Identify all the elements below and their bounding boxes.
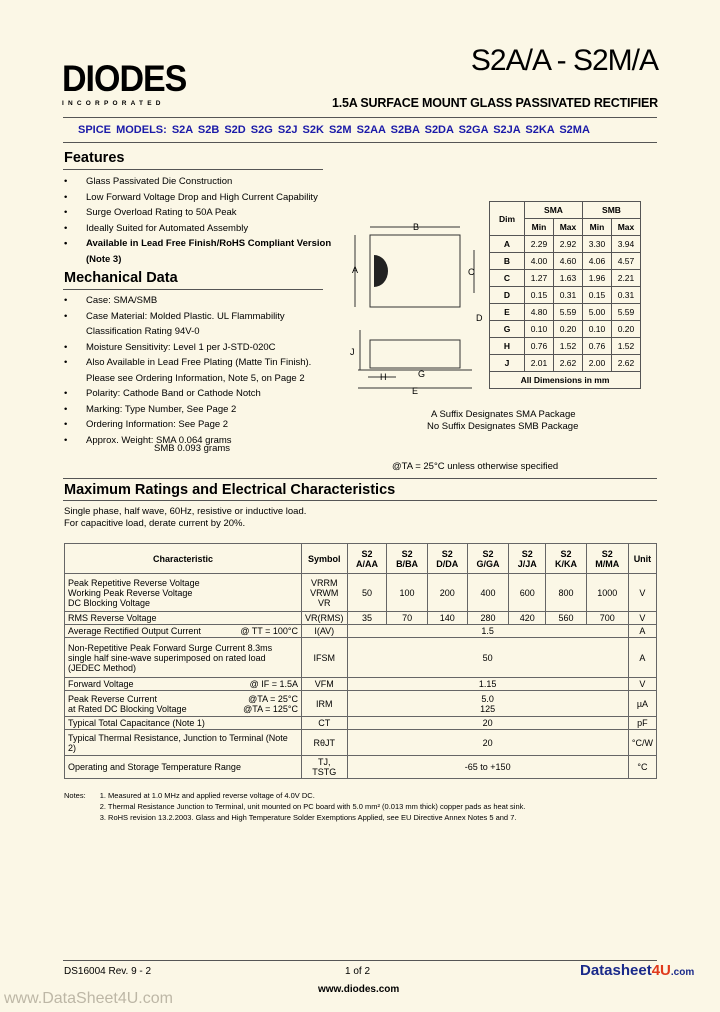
note-1: 1. Measured at 1.0 MHz and applied reverse voltage of 4.0V DC. [99, 791, 315, 800]
label-e: E [412, 386, 419, 396]
feature-item: • Surge Overload Rating to 50A Peak [64, 205, 336, 221]
table-row: Peak Repetitive Reverse Voltage Working Peak Reverse Voltage DC Blocking Voltage VRRM VRWM VR 50 100 200 400 600 800 1000 V [65, 574, 657, 612]
mechanical-item: • Marking: Type Number, See Page 2 [64, 402, 324, 418]
note-3: 3. RoHS revision 13.2.2003. Glass and High Temperature Solder Exemptions Applied, see EU Directive Annex Notes 5 and 7. [99, 813, 517, 822]
feature-item: • Available in Lead Free Finish/RoHS Compliant Version (Note 3) [64, 236, 336, 267]
feature-item: • Ideally Suited for Automated Assembly [64, 221, 336, 237]
package-body-side [370, 340, 460, 368]
footer-url[interactable]: www.diodes.com [318, 984, 400, 995]
mechanical-title: Mechanical Data [64, 270, 178, 286]
table-row: J 2.01 2.62 2.00 2.62 [490, 355, 641, 372]
label-g: G [418, 369, 426, 379]
col-s2d: S2 D/DA [427, 544, 467, 574]
label-j: J [350, 347, 355, 357]
dim-head: Dim [490, 202, 525, 236]
ratings-rule [63, 500, 657, 501]
weight-smb: SMB 0.093 grams [154, 443, 231, 454]
logo-text: DIODES [62, 58, 187, 100]
ratings-title: Maximum Ratings and Electrical Characteristics [64, 482, 396, 498]
mechanical-item: • Case Material: Molded Plastic. UL Flammability Classification Rating 94V-0 [64, 309, 324, 340]
label-h: H [380, 372, 387, 382]
watermark: www.DataSheet4U.com [4, 990, 173, 1007]
col-s2g: S2 G/GA [467, 544, 508, 574]
col-symbol: Symbol [302, 544, 348, 574]
label-a: A [352, 265, 359, 275]
subtitle: 1.5A SURFACE MOUNT GLASS PASSIVATED RECTIFIER [332, 96, 658, 110]
ratings-intro-1: Single phase, half wave, 60Hz, resistive or inductive load. [64, 506, 307, 517]
label-b: B [413, 222, 420, 232]
col-s2j: S2 J/JA [509, 544, 546, 574]
col-characteristic: Characteristic [65, 544, 302, 574]
table-row: Operating and Storage Temperature Range TJ, TSTG -65 to +150 °C [65, 756, 657, 779]
part-title: S2A/A - S2M/A [470, 44, 658, 77]
table-row: Forward Voltage @ IF = 1.5A VFM 1.15 V [65, 678, 657, 691]
logo-subtext: INCORPORATED [62, 100, 165, 107]
min-head: Min [583, 219, 612, 236]
table-row: H 0.76 1.52 0.76 1.52 [490, 338, 641, 355]
mechanical-item: • Ordering Information: See Page 2 [64, 417, 324, 433]
table-row: @TA = 25°C @TA = 125°C Peak Reverse Current at Rated DC Blocking Voltage IRM 5.0 125 µA [65, 691, 657, 717]
dimension-table [489, 201, 641, 389]
table-row: D 0.15 0.31 0.15 0.31 [490, 287, 641, 304]
doc-number: DS16004 Rev. 9 - 2 [64, 966, 152, 977]
mechanical-item: • Moisture Sensitivity: Level 1 per J-STD-020C [64, 340, 324, 356]
ratings-table [64, 543, 657, 779]
table-row: Typical Thermal Resistance, Junction to Terminal (Note 2) RθJT 20 °C/W [65, 730, 657, 756]
max-head: Max [554, 219, 583, 236]
col-s2a: S2 A/AA [347, 544, 387, 574]
feature-item: • Low Forward Voltage Drop and High Current Capability [64, 190, 336, 206]
sma-head: SMA [525, 202, 583, 219]
suffix-note-smb: No Suffix Designates SMB Package [427, 421, 579, 432]
features-rule [63, 169, 323, 170]
mechanical-list [64, 293, 324, 448]
table-row: G 0.10 0.20 0.10 0.20 [490, 321, 641, 338]
features-title: Features [64, 150, 125, 166]
table-row: B 4.00 4.60 4.06 4.57 [490, 253, 641, 270]
diodes-logo [62, 58, 222, 112]
label-d: D [476, 313, 483, 323]
suffix-note-sma: A Suffix Designates SMA Package [431, 409, 576, 420]
smb-head: SMB [583, 202, 641, 219]
cathode-band [374, 255, 388, 287]
notes-label: Notes: [64, 791, 86, 800]
col-unit: Unit [628, 544, 656, 574]
table-row: C 1.27 1.63 1.96 2.21 [490, 270, 641, 287]
notes-block [64, 790, 620, 823]
header-rule [63, 117, 657, 118]
mechanical-item: • Case: SMA/SMB [64, 293, 324, 309]
ratings-intro-2: For capacitive load, derate current by 20%. [64, 518, 246, 529]
ratings-top-rule [63, 478, 657, 479]
spice-rule [63, 142, 657, 143]
table-row: Typical Total Capacitance (Note 1) CT 20 pF [65, 717, 657, 730]
table-row: Non-Repetitive Peak Forward Surge Current 8.3ms single half sine-wave superimposed on rated load (JEDEC Method) IFSM 50 A [65, 638, 657, 678]
mechanical-rule [63, 289, 323, 290]
table-row: E 4.80 5.59 5.00 5.59 [490, 304, 641, 321]
table-row: RMS Reverse Voltage VR(RMS) 35 70 140 280 420 560 700 V [65, 612, 657, 625]
table-row: Average Rectified Output Current @ TT = 100°C I(AV) 1.5 A [65, 625, 657, 638]
package-diagram [340, 215, 490, 405]
spice-models: SPICE MODELS: S2A S2B S2D S2G S2J S2K S2M S2AA S2BA S2DA S2GA S2JA S2KA S2MA [78, 124, 590, 136]
min-head: Min [525, 219, 554, 236]
col-s2k: S2 K/KA [546, 544, 586, 574]
table-row: A 2.29 2.92 3.30 3.94 [490, 236, 641, 253]
mechanical-item: • Also Available in Lead Free Plating (Matte Tin Finish). Please see Ordering Information, Note 5, on Page 2 [64, 355, 324, 386]
page-number: 1 of 2 [345, 966, 371, 977]
col-s2b: S2 B/BA [387, 544, 427, 574]
dim-footer: All Dimensions in mm [490, 372, 641, 389]
label-c: C [468, 267, 475, 277]
temperature-note: @TA = 25°C unless otherwise specified [392, 461, 559, 472]
max-head: Max [612, 219, 641, 236]
mechanical-item: • Polarity: Cathode Band or Cathode Notch [64, 386, 324, 402]
footer-rule [63, 960, 657, 961]
mechanical-item: • Approx. Weight: SMA 0.064 grams [64, 433, 324, 449]
col-s2m: S2 M/MA [586, 544, 628, 574]
note-2: 2. Thermal Resistance Junction to Terminal, unit mounted on PC board with 5.0 mm² (0.013 mm thick) copper pads as heat sink. [99, 802, 526, 811]
datasheet4u-logo: Datasheet4U.com [580, 962, 695, 979]
feature-item: • Glass Passivated Die Construction [64, 174, 336, 190]
features-list [64, 174, 336, 267]
